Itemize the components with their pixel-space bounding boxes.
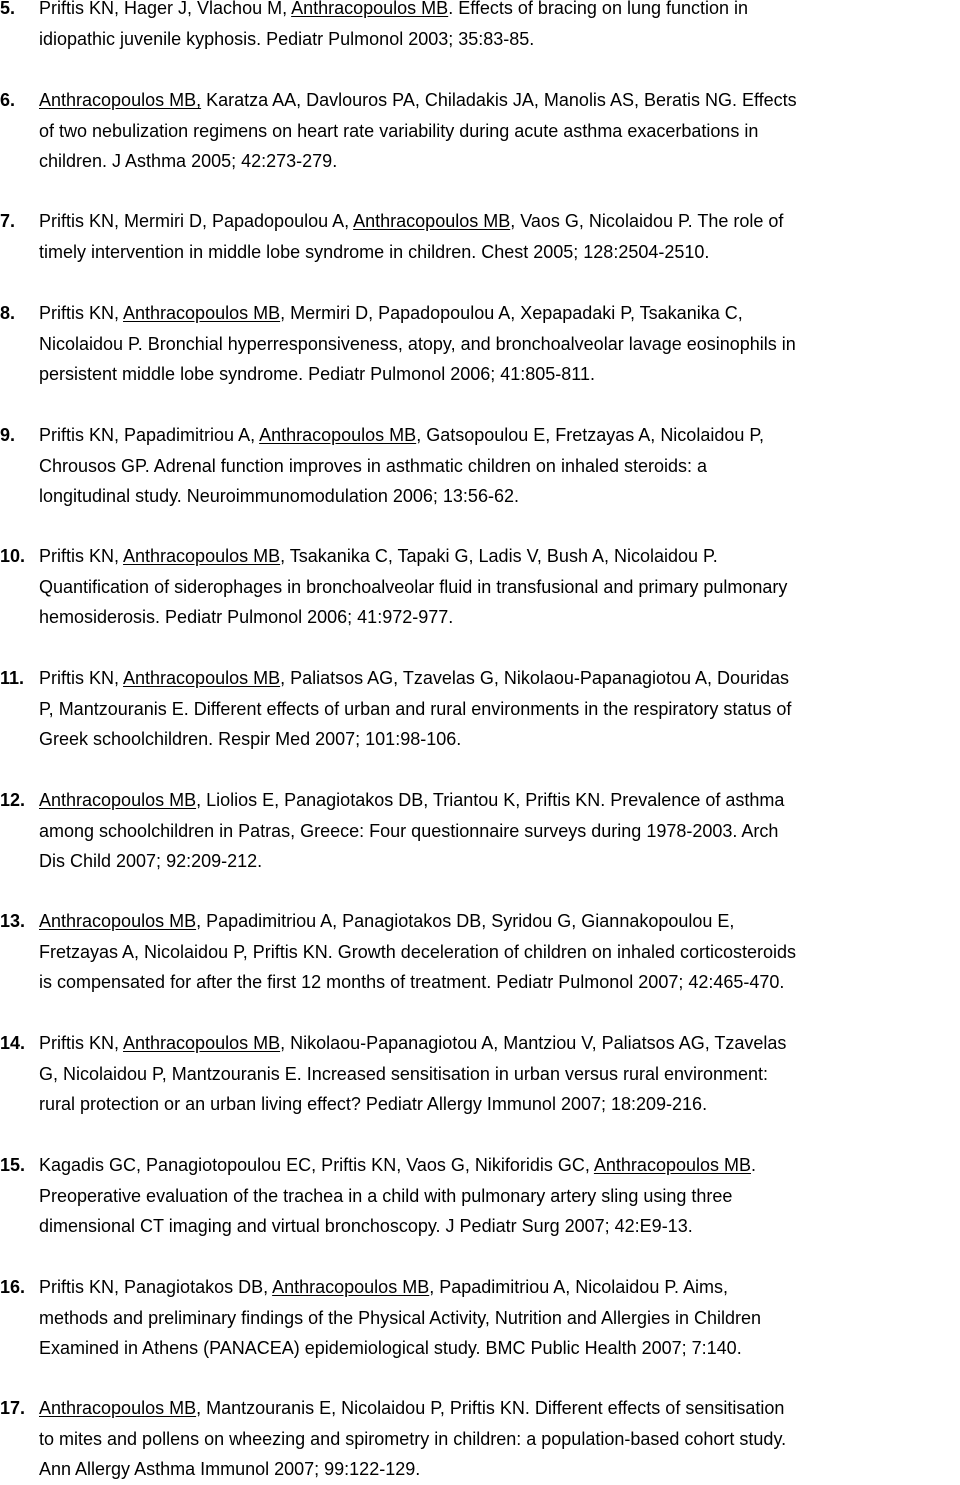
reference-number: 10. — [0, 546, 26, 566]
highlighted-author: Anthracopoulos MB — [272, 1277, 430, 1297]
reference-line — [39, 206, 957, 237]
citation-text: Karatza AA, Davlouros PA, Chiladakis JA, Manolis AS, Beratis NG. Effects — [201, 90, 797, 110]
reference-line — [39, 541, 957, 572]
citation-text: Priftis KN, Hager J, Vlachou M, — [39, 0, 292, 18]
highlighted-author: Anthracopoulos MB — [259, 425, 417, 445]
citation-text: persistent middle lobe syndrome. Pediatr Pulmonol 2006; 41:805-811. — [39, 364, 595, 384]
citation-text: . — [751, 1155, 757, 1175]
reference-line — [39, 24, 957, 55]
reference-line — [39, 116, 957, 147]
reference-line — [39, 1454, 957, 1485]
citation-text: Chrousos GP. Adrenal function improves in asthmatic children on inhaled steroids: a — [39, 455, 708, 476]
reference-line — [39, 1424, 957, 1455]
citation-text: Ann Allergy Asthma Immunol 2007; 99:122-129. — [39, 1459, 421, 1479]
citation-text: Preoperative evaluation of the trachea in a child with pulmonary artery sling using three — [39, 1185, 733, 1206]
reference-line — [39, 572, 957, 603]
reference-line — [39, 663, 957, 694]
citation-text: , Mantzouranis E, Nicolaidou P, Priftis KN. Different effects of sensitisation — [196, 1398, 785, 1418]
reference-line — [39, 694, 957, 725]
reference-text — [39, 1393, 957, 1485]
reference-line — [39, 1303, 957, 1334]
reference-number: 13. — [0, 911, 26, 931]
citation-text: is compensated for after the first 12 months of treatment. Pediatr Pulmonol 2007; 42:465-470. — [39, 972, 785, 992]
reference-text — [39, 298, 957, 390]
reference-number: 11. — [0, 668, 25, 688]
citation-text: , Paliatsos AG, Tzavelas G, Nikolaou-Papanagiotou A, Douridas — [280, 668, 790, 688]
reference-number: 14. — [0, 1033, 26, 1053]
reference-line — [39, 816, 957, 847]
reference-line — [39, 1059, 957, 1090]
citation-text: , Liolios E, Panagiotakos DB, Triantou K, Priftis KN. Prevalence of asthma — [196, 790, 785, 810]
highlighted-author: Anthracopoulos MB — [593, 1155, 751, 1175]
citation-text: of two nebulization regimens on heart rate variability during acute asthma exacerbations in — [39, 120, 759, 141]
citation-text: Kagadis GC, Panagiotopoulou EC, Priftis KN, Vaos G, Nikiforidis GC, — [39, 1155, 594, 1175]
citation-text: Examined in Athens (PANACEA) epidemiological study. BMC Public Health 2007; 7:140. — [39, 1338, 742, 1358]
reference-line — [39, 602, 957, 633]
reference-line — [39, 298, 957, 329]
highlighted-author: Anthracopoulos MB — [39, 1398, 197, 1418]
highlighted-author: Anthracopoulos MB — [39, 790, 197, 810]
reference-number: 15. — [0, 1155, 26, 1175]
highlighted-author: Anthracopoulos MB — [353, 211, 511, 231]
citation-text: children. J Asthma 2005; 42:273-279. — [39, 151, 338, 171]
citation-text: Fretzayas A, Nicolaidou P, Priftis KN. Growth deceleration of children on inhaled corticosteroids — [39, 941, 797, 962]
citation-text: Priftis KN, — [39, 1033, 124, 1053]
highlighted-author: Anthracopoulos MB — [123, 668, 281, 688]
reference-text — [39, 420, 957, 512]
citation-text: Priftis KN, — [39, 303, 124, 323]
reference-number: 5. — [0, 0, 16, 18]
citation-text: idiopathic juvenile kyphosis. Pediatr Pulmonol 2003; 35:83-85. — [39, 28, 535, 49]
citation-text: dimensional CT imaging and virtual bronchoscopy. J Pediatr Surg 2007; 42:E9-13. — [39, 1216, 693, 1236]
reference-number: 9. — [0, 425, 16, 445]
citation-text: . Effects of bracing on lung function in — [448, 0, 749, 18]
citation-text: G, Nicolaidou P, Mantzouranis E. Increased sensitisation in urban versus rural environment: — [39, 1063, 769, 1084]
citation-text: Nicolaidou P. Bronchial hyperresponsiveness, atopy, and bronchoalveolar lavage eosinophils in — [39, 333, 796, 354]
reference-number: 17. — [0, 1398, 26, 1418]
citation-text: Priftis KN, — [39, 546, 124, 566]
reference-line — [39, 724, 957, 755]
reference-line — [39, 420, 957, 451]
highlighted-author: Anthracopoulos MB — [123, 1033, 281, 1053]
citation-text: Priftis KN, Mermiri D, Papadopoulou A, — [39, 211, 354, 231]
reference-text — [39, 663, 957, 755]
citation-text: longitudinal study. Neuroimmunomodulation 2006; 13:56-62. — [39, 486, 519, 506]
reference-number: 8. — [0, 303, 16, 323]
citation-text: rural protection or an urban living effect? Pediatr Allergy Immunol 2007; 18:209-216. — [39, 1094, 708, 1114]
reference-line — [39, 481, 957, 512]
citation-text: , Gatsopoulou E, Fretzayas A, Nicolaidou P, — [416, 425, 765, 445]
citation-text: Dis Child 2007; 92:209-212. — [39, 851, 263, 871]
reference-text — [39, 1150, 957, 1242]
citation-text: Greek schoolchildren. Respir Med 2007; 101:98-106. — [39, 729, 462, 749]
reference-line — [39, 1393, 957, 1424]
highlighted-author: Anthracopoulos MB — [291, 0, 449, 18]
reference-text — [39, 1272, 957, 1364]
reference-line — [39, 1089, 957, 1120]
reference-number: 12. — [0, 790, 26, 810]
citation-text: Priftis KN, Papadimitriou A, — [39, 425, 260, 445]
citation-text: timely intervention in middle lobe syndrome in children. Chest 2005; 128:2504-2510. — [39, 241, 710, 262]
citation-text: , Papadimitriou A, Nicolaidou P. Aims, — [429, 1277, 729, 1297]
citation-text: , Papadimitriou A, Panagiotakos DB, Syridou G, Giannakopoulou E, — [196, 911, 735, 931]
reference-text — [39, 785, 957, 877]
citation-text: Quantification of siderophages in bronchoalveolar fluid in transfusional and primary pulmonary — [39, 576, 788, 597]
citation-text: , Nikolaou-Papanagiotou A, Mantziou V, Paliatsos AG, Tzavelas — [280, 1033, 787, 1053]
reference-line — [39, 937, 957, 968]
highlighted-author: Anthracopoulos MB — [39, 911, 197, 931]
reference-line — [39, 906, 957, 937]
citation-text: Priftis KN, Panagiotakos DB, — [39, 1277, 273, 1297]
reference-text — [39, 541, 957, 633]
reference-text — [39, 206, 957, 267]
reference-number: 6. — [0, 90, 16, 110]
reference-line — [39, 1028, 957, 1059]
reference-number: 16. — [0, 1277, 26, 1297]
citation-text: hemosiderosis. Pediatr Pulmonol 2006; 41:972-977. — [39, 607, 454, 627]
citation-text: methods and preliminary findings of the Physical Activity, Nutrition and Allergies in Children — [39, 1307, 762, 1328]
reference-text — [39, 85, 957, 177]
reference-line — [39, 237, 957, 268]
reference-text — [39, 906, 957, 998]
reference-line — [39, 1333, 957, 1364]
citation-text: , Tsakanika C, Tapaki G, Ladis V, Bush A, Nicolaidou P. — [280, 546, 718, 566]
reference-line — [39, 846, 957, 877]
reference-text — [39, 1028, 957, 1120]
highlighted-author: Anthracopoulos MB — [123, 303, 281, 323]
reference-line — [39, 1150, 957, 1181]
reference-line — [39, 451, 957, 482]
citation-text: among schoolchildren in Patras, Greece: Four questionnaire surveys during 1978-2003. Arch — [39, 820, 779, 841]
highlighted-author: Anthracopoulos MB, — [39, 90, 202, 110]
reference-line — [39, 785, 957, 816]
reference-line — [39, 0, 957, 24]
reference-line — [39, 1181, 957, 1212]
citation-text: to mites and pollens on wheezing and spirometry in children: a population-based cohort study. — [39, 1428, 787, 1449]
citation-text: , Mermiri D, Papadopoulou A, Xepapadaki P, Tsakanika C, — [280, 303, 743, 323]
reference-line — [39, 146, 957, 177]
citation-text: , Vaos G, Nicolaidou P. The role of — [510, 211, 784, 231]
reference-line — [39, 1211, 957, 1242]
reference-line — [39, 967, 957, 998]
reference-line — [39, 359, 957, 390]
reference-text — [39, 0, 957, 54]
reference-line — [39, 1272, 957, 1303]
reference-number: 7. — [0, 211, 16, 231]
citation-text: P, Mantzouranis E. Different effects of urban and rural environments in the respiratory status of — [39, 698, 792, 719]
reference-line — [39, 85, 957, 116]
highlighted-author: Anthracopoulos MB — [123, 546, 281, 566]
reference-line — [39, 329, 957, 360]
citation-text: Priftis KN, — [39, 668, 124, 688]
